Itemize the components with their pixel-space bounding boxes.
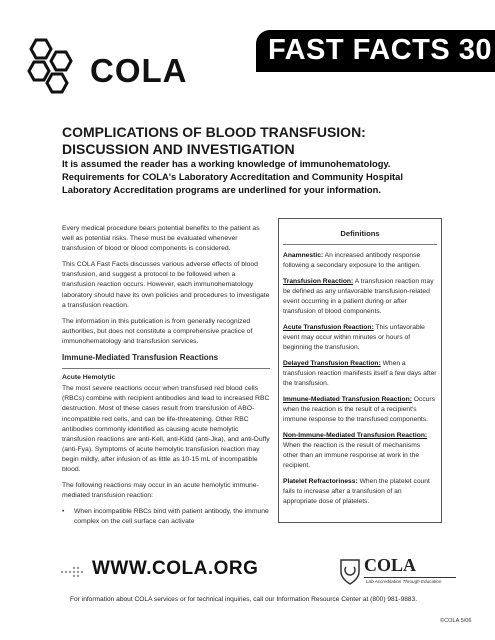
definition-term: Immune-Mediated Transfusion Reaction: bbox=[283, 396, 412, 403]
definition-text: When the platelet count fails to increase after a transfusion of an appropriate dose of platelets. bbox=[283, 478, 430, 505]
fast-facts-paragraph: This COLA Fast Facts discusses various adverse effects of blood transfusion, and suggest a protocol to be followed when a transfusion reaction occurs. However, each immunohematology laboratory should have its own policies and procedures to investigate a transfusion reaction. bbox=[62, 261, 270, 309]
definition-acute bbox=[279, 323, 441, 353]
footer-info-text: For information about COLA services or for technical inquiries, call our Information Resource Center at (800) 981-9883. bbox=[70, 596, 418, 603]
fast-facts-banner bbox=[256, 30, 495, 72]
fast-facts-title: FAST FACTS 30 bbox=[268, 34, 493, 66]
cola-hexagon-logo-icon bbox=[22, 38, 78, 96]
definition-non-immune bbox=[279, 431, 441, 471]
definition-term: Anamnestic: bbox=[283, 252, 324, 259]
definition-term: Non-Immune-Mediated Transfusion Reaction: bbox=[283, 432, 428, 439]
reactions-intro-paragraph: The following reactions may occur in an acute hemolytic immune-mediated transfusion reaction: bbox=[62, 482, 259, 500]
left-column bbox=[62, 224, 270, 527]
badge-name: COLA bbox=[364, 555, 417, 575]
definition-text: When the reaction is the result of mechanisms other than an immune response at work in the recipient. bbox=[283, 442, 421, 469]
bullet-mark: • bbox=[62, 508, 65, 516]
acute-hemolytic-paragraph: The most severe reactions occur when transfused red blood cells (RBCs) combine with recipient antibodies and lead to increased RBC destruction. Most of these cases result from transfusion of ABO-incompatible red cells, and can be life-threatening. Other RBC antibodies commonly identified as causing acute hemolytic transfusion reactions are anti-Kell, anti-Kidd (anti-Jka), and anti-Duffy (anti-Fya). Symptoms of acute hemolytic transfusion reaction may begin mildly, after infusion of as little as 10-15 mL of incompatible blood. bbox=[62, 385, 270, 473]
definition-delayed bbox=[279, 359, 441, 389]
definition-text: Occurs when the reaction is the result of a recipient's immune response to the transfused components. bbox=[283, 396, 435, 423]
intro-paragraph: Every medical procedure bears potential benefits to the patient as well as potential risks. These must be evaluated whenever transfusion of blood or blood components is considered. bbox=[62, 225, 260, 253]
badge-tagline: Lab Accreditation Through Education bbox=[366, 579, 442, 584]
cola-badge-logo bbox=[338, 557, 458, 589]
definition-text: When a transfusion reaction manifests itself a few days after the transfusion. bbox=[283, 360, 437, 387]
bullet-item bbox=[62, 507, 270, 527]
cola-badge-icon bbox=[338, 557, 362, 587]
title-line-2: DISCUSSION AND INVESTIGATION bbox=[62, 141, 295, 157]
definition-term: Acute Transfusion Reaction: bbox=[283, 324, 374, 331]
cola-logo-text: COLA bbox=[90, 52, 188, 89]
document-subtitle: It is assumed the reader has a working knowledge of immunohematology. Requirements for COLA's Laboratory Accreditation and Community Hospital Laboratory Accreditation programs are underlined for your information. bbox=[62, 158, 403, 195]
definition-text: This unfavorable event may occur within minutes or hours of beginning the transfusion. bbox=[283, 324, 425, 351]
definition-platelet bbox=[279, 477, 441, 507]
website-link[interactable]: WWW.COLA.ORG bbox=[92, 558, 259, 579]
title-line-1: COMPLICATIONS OF BLOOD TRANSFUSION: bbox=[62, 124, 366, 140]
definition-transfusion-reaction bbox=[279, 277, 441, 317]
section-heading: Immune-Mediated Transfusion Reactions bbox=[62, 353, 270, 369]
definition-immune-mediated bbox=[279, 395, 441, 425]
footer-code: ©COLA 5/06 bbox=[440, 618, 472, 624]
definitions-title: Definitions bbox=[283, 229, 437, 245]
dotted-arrow-icon bbox=[60, 564, 86, 580]
definition-term: Transfusion Reaction: bbox=[283, 278, 354, 285]
definitions-box bbox=[278, 218, 442, 523]
definition-text: An increased antibody response following a secondary exposure to the antigen. bbox=[283, 252, 421, 269]
definition-anamnestic bbox=[279, 251, 441, 271]
definition-term: Platelet Refractoriness: bbox=[283, 478, 358, 485]
document-title bbox=[62, 124, 392, 158]
sub-heading: Acute Hemolytic bbox=[62, 374, 116, 382]
definition-text: A transfusion reaction may be defined as any unfavorable transfusion-related event occurring in a patient during or after transfusion of blood components. bbox=[283, 278, 434, 315]
badge-divider bbox=[364, 577, 456, 578]
source-paragraph: The information in this publication is from generally recognized authorities, but does not constitute a comprehensive practice of immunohematology and transfusion services. bbox=[62, 317, 253, 345]
bullet-text: When incompatible RBCs bind with patient antibody, the immune complex on the cell surface can activate bbox=[74, 508, 269, 526]
definition-term: Delayed Transfusion Reaction: bbox=[283, 360, 381, 367]
